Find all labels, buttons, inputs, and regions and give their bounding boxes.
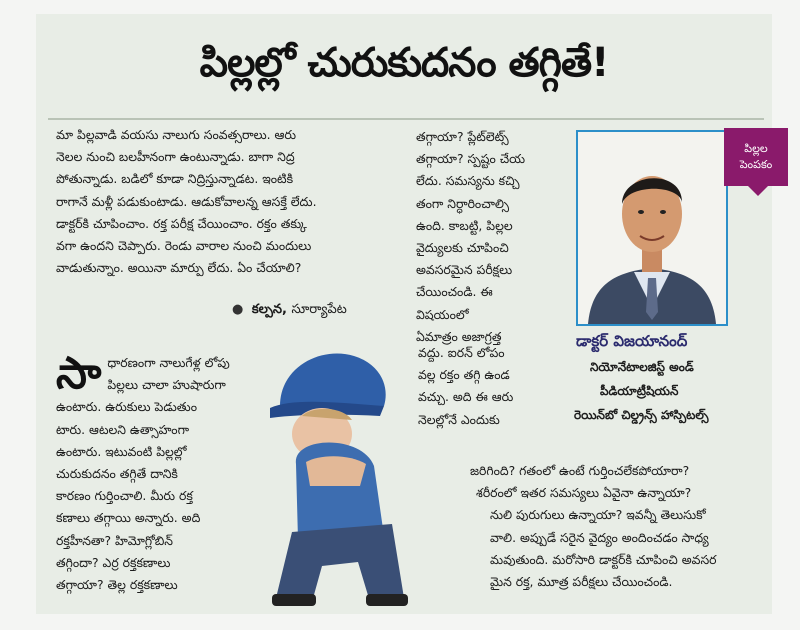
- question-line: మా పిల్లవాడి వయసు నాలుగు సంవత్సరాలు. ఆరు: [56, 127, 297, 142]
- answer-line: వద్దు. ఐరన్ లోపం: [418, 345, 505, 360]
- bullet-icon: ●: [232, 302, 244, 317]
- answer-line: ఉంటారు. ఇటువంటి పిల్లల్లో: [56, 443, 187, 459]
- section-badge: [724, 128, 788, 186]
- answer-line: కారణం గుర్తించాలి. మీరు రక్త: [56, 488, 193, 504]
- doctor-photo: [576, 130, 728, 326]
- headline-divider: [48, 118, 764, 120]
- answer-line: ఉంది. కాబట్టి, పిల్లల: [416, 217, 513, 233]
- answer-line: అవసరమైన పరీక్షలు: [416, 262, 513, 278]
- question-signature: [232, 302, 347, 320]
- badge-line: పెంపకం: [739, 158, 773, 171]
- answer-line: తగ్గాయా? తెల్ల రక్తకణాలు: [56, 577, 178, 593]
- question-line: పోతున్నాడు. బడిలో కూడా నిద్రిస్తున్నాడట. ఇంటికి: [56, 171, 294, 187]
- answer-line: మవుతుంది. మరోసారి డాక్టర్‌కి చూపించి అవసర: [490, 551, 717, 567]
- answer-line: శరీరంలో ఇతర సమస్యలు ఏవైనా ఉన్నాయా?: [476, 485, 692, 501]
- answer-line: కణాలు తగ్గాయి అన్నారు. అది: [56, 510, 201, 526]
- answer-line: చురుకుదనం తగ్గితే దానికి: [56, 466, 178, 482]
- question-line: నెలల నుంచి బలహీనంగా ఉంటున్నాడు. బాగా నిద్ర: [56, 149, 295, 165]
- doctor-title: పీడియాట్రీషియన్: [600, 384, 679, 398]
- answer-left-column: [56, 348, 266, 596]
- answer-line: నెలల్లోనే ఎందుకు: [418, 411, 500, 427]
- answer-line: వచ్చు. అది ఈ ఆరు: [418, 389, 514, 405]
- drop-cap: సా: [56, 348, 102, 399]
- answer-middle-lower: [418, 342, 578, 431]
- answer-line: లేదు. సమస్యను కచ్చి: [416, 173, 520, 189]
- doctor-name: డాక్టర్ విజయానంద్: [576, 332, 688, 350]
- answer-bottom-block: [470, 460, 770, 593]
- answer-line: మైన రక్త, మూత్ర పరీక్షలు చేయించండి.: [490, 574, 673, 590]
- answer-line: రక్తహీనతా? హిమోగ్లోబిన్: [56, 532, 173, 548]
- answer-line: తంగా నిర్ధారించాల్సి: [416, 195, 509, 211]
- answer-line: ధారణంగా నాలుగేళ్ల లోపు: [107, 355, 230, 370]
- question-text: [56, 124, 396, 279]
- answer-line: ఉంటారు. ఉరుకులు పెడుతుం: [56, 399, 197, 415]
- doctor-portrait: [578, 132, 726, 324]
- child-illustration: [262, 336, 412, 608]
- headline: పిల్లల్లో చురుకుదనం తగ్గితే!: [199, 40, 609, 86]
- sender-name: కల్పన,: [251, 302, 287, 317]
- answer-middle-column: [416, 126, 568, 348]
- answer-line: పిల్లలు చాలా హుషారుగా: [107, 377, 226, 393]
- answer-line: చేయించండి. ఈ: [416, 284, 493, 300]
- answer-line: తగ్గిందా? ఎర్ర రక్తకణాలు: [56, 554, 171, 570]
- answer-line: వల్ల రక్తం తగ్గి ఉండ: [418, 367, 510, 383]
- answer-line: తగ్గాయా? ప్లేట్‌లెట్స్: [416, 129, 509, 144]
- doctor-hospital: రెయిన్‌బో చిల్డ్రన్స్ హాస్పిటల్స్: [574, 408, 709, 422]
- answer-line: నులి పురుగులు ఉన్నాయా? ఇవన్నీ తెలుసుకో: [490, 507, 706, 523]
- answer-line: విషయంలో: [416, 306, 469, 322]
- question-line: వగా ఉందని చెప్పారు. రెండు వారాల నుంచి మందులు: [56, 238, 312, 254]
- answer-line: తగ్గాయా? స్పష్టం చేయ: [416, 151, 526, 167]
- sender-place: సూర్యాపేట: [291, 302, 347, 317]
- badge-line: పిల్లల: [744, 142, 768, 155]
- question-line: రాగానే మళ్లీ పడుకుంటాడు. ఆడుకోవాలన్న ఆసక్తే లేదు.: [56, 193, 317, 209]
- answer-line: ఏమాత్రం అజాగ్రత్త: [416, 328, 502, 344]
- answer-line: వాలి. అప్పుడే సరైన వైద్యం అందించడం సాధ్య: [490, 529, 709, 545]
- badge-pointer: [748, 186, 768, 196]
- answer-line: జరిగింది? గతంలో ఉంటే గుర్తించలేకపోయారా?: [470, 463, 690, 478]
- answer-line: టారు. ఆటలని ఉత్సాహంగా: [56, 421, 189, 437]
- doctor-title: నియోనేటాలజిస్ట్ అండ్: [590, 360, 694, 374]
- child-photo: [262, 336, 412, 608]
- question-line: డాక్టర్‌కి చూపించాం. రక్త పరీక్ష చేయించాం. రక్తం తక్కు: [56, 215, 307, 231]
- answer-line: వైద్యులకు చూపించి: [416, 240, 509, 256]
- question-line: వాడుతున్నాం. అయినా మార్పు లేదు. ఏం చేయాలి?: [56, 260, 302, 276]
